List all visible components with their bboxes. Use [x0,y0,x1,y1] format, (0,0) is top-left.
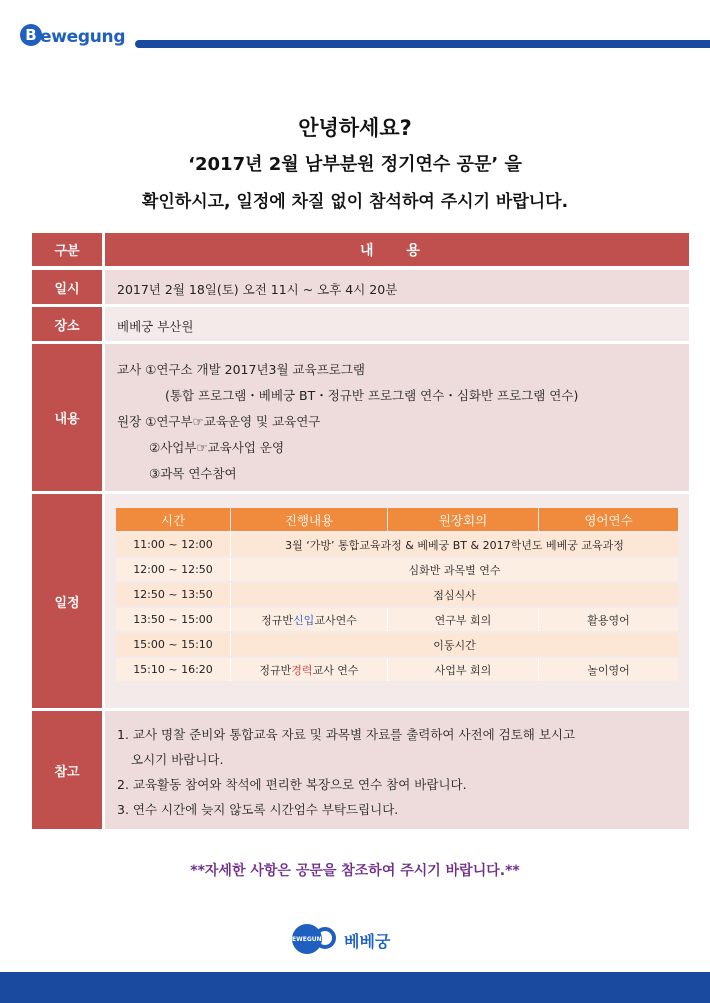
table-row [116,583,678,606]
col-program: 진행내용 [231,508,387,531]
highlight-experienced: 경력 [291,663,313,677]
content-line: ②사업부☞교육사업 운영 [149,440,285,455]
bewegung-logo-text: ewegung [40,27,126,47]
table-row [116,633,678,656]
bewegung-logo-icon: B [20,24,42,46]
top-header [0,0,710,70]
time-cell: 11:00 ~ 12:00 [133,538,213,551]
meeting-cell: 연구부 회의 [434,613,492,627]
reference-notice: **자세한 사항은 공문을 참조하여 주시기 바랍니다.** [190,863,520,879]
time-cell: 15:10 ~ 16:20 [133,663,213,676]
schedule-row [32,494,689,708]
date-label: 일시 [32,270,102,304]
note-label: 참고 [32,711,102,829]
col-time: 시간 [116,508,230,531]
header-content: 내 용 [105,233,689,266]
program-text: 정규반 [261,613,294,627]
span-cell: 심화반 과목별 연수 [408,563,501,577]
footer-bar [0,972,710,1003]
logo-badge-icon: BEWEGUNG [292,924,322,954]
time-cell: 15:00 ~ 15:10 [133,638,213,651]
notice-subtitle: ‘2017년 2월 남부분원 정기연수 공문’ 을 [188,154,522,175]
col-english-training: 영어연수 [539,508,678,531]
content-line: 교사 ①연구소 개발 2017년3월 교육프로그램 [117,362,365,377]
table-row [116,558,678,581]
time-cell: 12:00 ~ 12:50 [133,563,213,576]
table-row [116,533,678,556]
date-value: 2017년 2월 18일(토) 오전 11시 ~ 오후 4시 20분 [117,282,398,297]
program-text: 교사연수 [314,613,357,627]
col-director-meeting: 원장회의 [388,508,538,531]
content-line: (통합 프로그램・베베궁 BT・정규반 프로그램 연수・심화반 프로그램 연수) [165,388,579,403]
content-line: 원장 ①연구부☞교육운영 및 교육연구 [117,414,321,429]
table-header-row [32,233,689,266]
meeting-cell: 사업부 회의 [434,663,492,677]
note-line: 1. 교사 명찰 준비와 통합교육 자료 및 과목별 자료를 출력하여 사전에 검토해 보시고 [117,727,576,742]
header-stripe [135,40,710,48]
schedule-header [116,508,678,531]
time-cell: 13:50 ~ 15:00 [133,613,213,626]
place-label: 장소 [32,307,102,341]
notice-instruction: 확인하시고, 일정에 차질 없이 참석하여 주시기 바랍니다. [141,192,569,212]
place-row [32,307,689,341]
content-label: 내용 [32,344,102,491]
note-line: 오시기 바랍니다. [131,752,224,767]
place-value: 베베궁 부산원 [117,319,194,334]
content-row [32,344,689,491]
header-category: 구분 [32,233,102,266]
date-row [32,270,689,304]
english-cell: 놀이영어 [587,663,630,677]
time-cell: 12:50 ~ 13:50 [133,588,213,601]
program-text: 정규반 [259,663,292,677]
table-row [116,608,678,631]
footer-logo [287,924,422,954]
span-cell: 이동시간 [433,638,476,652]
english-cell: 활용영어 [587,613,630,627]
schedule-label: 일정 [32,494,102,708]
span-cell: 점심식사 [433,588,476,602]
greeting-title: 안녕하세요? [298,116,412,140]
note-line: 2. 교육활동 참여와 착석에 편리한 복장으로 연수 참여 바랍니다. [117,777,467,792]
content-line: ③과목 연수참여 [149,466,237,481]
note-row [32,711,689,829]
highlight-new: 신입 [293,613,315,627]
table-row [116,658,678,681]
footer-logo-text: 베베궁 [344,932,391,951]
note-line: 3. 연수 시간에 늦지 않도록 시간엄수 부탁드립니다. [117,802,399,817]
program-text: 교사 연수 [312,663,359,677]
program-cell [231,658,387,681]
program-cell [231,608,387,631]
span-cell: 3월 ‘가방’ 통합교육과정 & 베베궁 BT & 2017학년도 베베궁 교육과정 [285,538,624,552]
